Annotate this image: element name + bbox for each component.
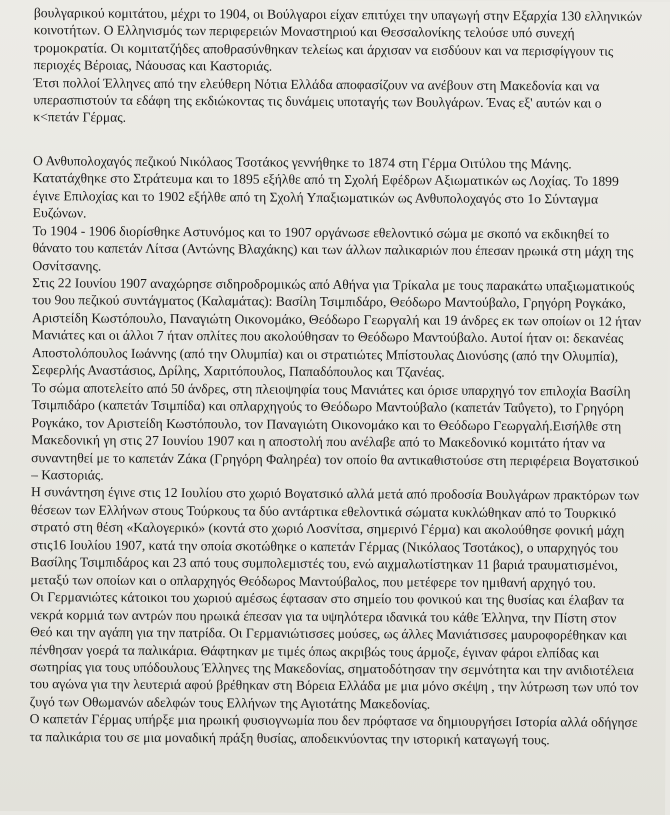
paragraph: Το σώμα αποτελείτο από 50 άνδρες, στη πλειοψηφία τους Μανιάτες και όρισε υπαρχηγό τον επιλοχία Βασίλη Τσιμπιδάρο (καπετάν Τσιμπίδα) και οπλαρχηγούς το Θεόδωρο Μαντούβαλο (καπετάν Ταΰγετο), το Γρηγόρη Ρογκάκο, τον Αριστείδη Κωστόπουλο, τον Παναγιώτη Οικονομάκο και το Θεόδωρο Γεωργαλή.Εισήλθε στη Μακεδονική γη στις 27 Ιουνίου 1907 και η αποστολή που ανέλαβε από το Μακεδονικό κομιτάτο ήταν να συναντηθεί με το καπετάν Ζάκα (Γρηγόρη Φαληρέα) τον οποίο θα αντικαθιστούσε στη περιφέρεια Βογατσικού – Καστοριάς. [31,379,639,483]
paragraph: Ο Ανθυπολοχαγός πεζικού Νικόλαος Τσοτάκος γεννήθηκε το 1874 στη Γέρμα Οιτύλου της Μάνης. Κατατάχθηκε στο Στράτευμα και το 1895 εξήλθε από τη Σχολή Εφέδρων Αξιωματικών ως Λοχίας. Το 1899 έγινε Επιλοχίας και το 1902 εξήλθε από τη Σχολή Υπαξιωματικών ως Ανθυπολοχαγός στο 1ο Σύνταγμα Ευζώνων. [32,153,619,221]
paragraph: Οι Γερμανιώτες κάτοικοι του χωριού αμέσως έφτασαν στο σημείο του φονικού και της θυσίας και έλαβαν τα νεκρά κορμιά των αντρών που ηρωικά έπεσαν για τα υψηλότερα ιδανικά του κάθε Έλληνα, την Πίστη στον Θεό και την αγάπη για την πατρίδα. Οι Γερμανιώτισσες μούσες, ως άλλες Μανιάτισσες μαυροφορέθηκαν και πένθησαν γοερά τα παλικάρια. Θάφτηκαν με τιμές όπως ακριβώς τους άρμοζε, έγιναν φάροι ελπίδας και σωτηρίας για τους υπόδουλους Έλληνες της Μακεδονίας, σηματοδότησαν την σεμνότητα και την ανιδιοτέλεια του αγώνα για την λευτεριά αφού βρέθηκαν στη Βόρεια Ελλάδα με μια μόνο σκέψη , την λύτρωση των υπό τον ζυγό των Οθωμανών αδελφών τους Ελλήνων της Αγιοτάτης Μακεδονίας. [29,589,639,712]
biography-block [29,152,643,749]
paragraph: Έτσι πολλοί Έλληνες από την ελεύθερη Νότια Ελλάδα αποφασίζουν να ανέβουν στη Μακεδονία και να υπερασπιστούν τα εδάφη της εκδιώκοντας τις δυνάμεις υποταγής των Βουλγάρων. Ένας εξ' αυτών και ο κ<πετάν Γέρμας. [33,74,602,126]
paragraph: Το 1904 - 1906 διορίσθηκε Αστυνόμος και το 1907 οργάνωσε εθελοντικό σώμα με σκοπό να εκδικηθεί το θάνατο του καπετάν Λίτσα (Αντώνης Βλαχάκης) και των άλλων παλικαριών που έπεσαν ηρωικά στη μάχη της Οσνίτσανης. [32,222,634,274]
paragraph: βουλγαρικού κομιτάτου, μέχρι το 1904, οι Βούλγαροι είχαν επιτύχει την υπαγωγή στην Εξαρχία 130 ελληνικών κοινοτήτων. Ο Ελληνισμός των περιφερειών Μοναστηριού και Θεσσαλονίκης τελούσε υπό συνεχή τρομοκρατία. Οι κομιτατζήδες αποθρασύνθηκαν τελείως και άρχισαν να εισδύουν και να περισφίγγουν τις περιοχές Βέροιας, Νάουσας και Καστοριάς. [33,5,643,74]
paragraph: Στις 22 Ιουνίου 1907 αναχώρησε σιδηροδρομικώς από Αθήνα για Τρίκαλα με τους παρακάτω υπαξιωματικούς του 9ου πεζικού συντάγματος (Καλαμάτας): Βασίλη Τσιμπιδάρο, Θεόδωρο Μαντούβαλο, Γρηγόρη Ρογκάκο, Αριστείδη Κωστόπουλο, Παναγιώτη Οικονομάκο, Θεόδωρο Γεωργαλή και 19 άνδρες εκ των οποίων οι 12 ήταν Μανιάτες και οι άλλοι 7 ήταν οπλίτες που ακολούθησαν το Θεόδωρο Μαντούβαλο. Αυτοί ήταν οι: δεκανέας Αποστολόπουλος Ιωάννης (από την Ολυμπία) και οι στρατιώτες Μπίστουλας Διονύσης (από την Ολυμπία), Σεφερλής Αναστάσιος, Δρίλης, Χαριτόπουλος, Παπαδόπουλος και Τζανέας. [31,275,642,380]
paragraph: Ο καπετάν Γέρμας υπήρξε μια ηρωική φυσιογνωμία που δεν πρόφτασε να δημιουργήσει Ιστορία αλλά οδήγησε τα παλικάρια του σε μια μοναδική πράξη θυσίας, αποδεικνύοντας την ιστορική καταγωγή τους. [29,711,638,748]
paragraph: Η συνάντηση έγινε στις 12 Ιουλίου στο χωριό Βογατσικό αλλά μετά από προδοσία Βουλγάρων πρακτόρων των θέσεων των Ελλήνων στους Τούρκους τα δύο αντάρτικα εθελοντικά σώματα κυκλώθηκαν από το Τουρκικό στρατό στη θέση «Καλογερικό» (κοντά στο χωριό Λοσνίτσα, σημερινό Γέρμα) και ακολούθησε φονική μάχη στις16 Ιουλίου 1907, κατά την οποία σκοτώθηκε ο καπετάν Γέρμας (Νικόλαος Τσοτάκος), ο υπαρχηγός του Βασίλης Τσιμπιδάρος και 23 από τους συμπολεμιστές του, ενώ αιχμαλωτίστηκαν 11 βαριά τραυματισμένοι, μεταξύ των οποίων και ο οπλαρχηγός Θεόδωρος Μαντούβαλος, που μετέφερε τον ημιθανή αρχηγό του. [30,484,640,591]
paragraph-gap [33,126,643,156]
intro-block [33,4,644,130]
